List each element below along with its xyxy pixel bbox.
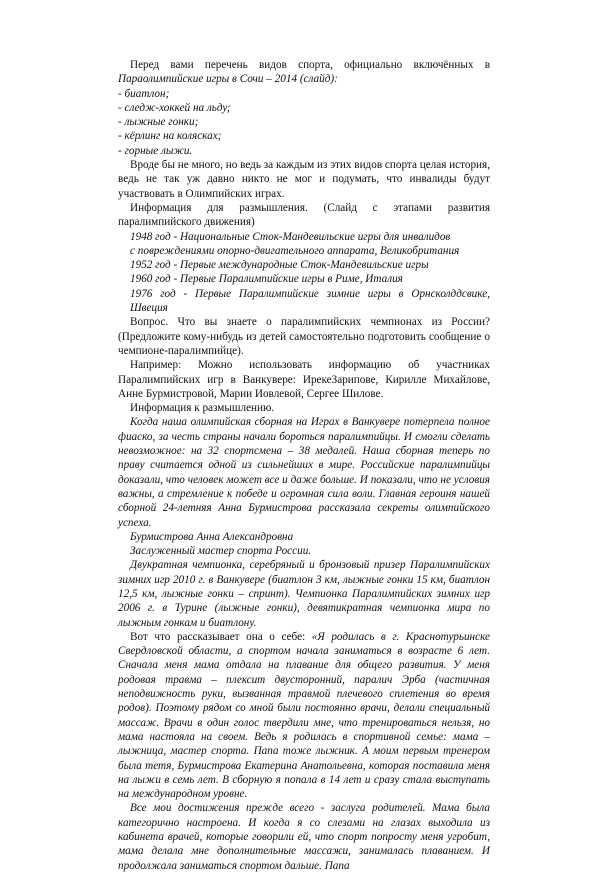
achievements-story-paragraph: Все мои достижения прежде всего - заслуга родителей. Мама была категорично настроена. И когда я со слезами на глазах выходила из кабинета врачей, которые говорили ей, что спорт попросту меня угробит, мама делала мне дополнительные массажи, занималась плаванием. И продолжала заниматься спортом дальше. Папа: [118, 802, 490, 872]
list-item: - биатлон;: [118, 87, 170, 100]
intro-italic: Параолимпийские игры в Сочи – 2014 (слайд):: [118, 73, 338, 86]
info-heading: Информация для размышления. (Слайд с этапами развития паралимпийского движения): [118, 201, 490, 229]
about-paragraph: [118, 630, 490, 802]
story-paragraph: Вроде бы не много, но ведь за каждым из этих видов спорта целая история, ведь не так уж давно никто не мог и подумать, что инвалиды будут участвовать в Олимпийских играх.: [118, 159, 490, 200]
example-paragraph: Например: Можно использовать информацию об участниках Паралимпийских игр в Ванкувере: ИрекеЗарипове, Кирилле Михайлове, Анне Бурмистровой, Марии Иовлевой, Сергее Шилове.: [118, 359, 490, 400]
list-item: - лыжные гонки;: [118, 116, 199, 129]
intro-text: Перед вами перечень видов спорта, официально включённых в: [130, 59, 490, 71]
timeline-item: 1976 год - Первые Паралимпийские зимние игры в Орнсколддсвике, Швеция: [130, 287, 490, 315]
document-body: [118, 58, 490, 873]
timeline-item: 1960 год - Первые Паралимпийские игры в Риме, Италия: [130, 273, 403, 286]
list-item: - кёрлинг на колясках;: [118, 130, 222, 143]
sports-list: [118, 87, 490, 158]
info-heading-2: Информация к размышлению.: [130, 402, 275, 415]
timeline-item: 1948 год - Национальные Сток-Мандевильские игры для инвалидов: [130, 230, 451, 243]
athlete-name: Бурмистрова Анна Александровна: [130, 530, 294, 543]
timeline-item: с повреждениями опорно-двигательного аппарата, Великобритания: [130, 244, 460, 257]
about-lead: Вот что рассказывает она о себе:: [130, 630, 312, 643]
intro-paragraph: [118, 58, 490, 87]
question-paragraph: Вопрос. Что вы знаете о паралимпийских чемпионах из России? (Предложите кому-нибудь из детей самостоятельно подготовить сообщение о чемпионе-паралимпийце).: [118, 316, 490, 357]
about-quote: «Я родилась в г. Краснотурьинске Свердловской области, а спортом начала заниматься в возрасте 6 лет. Сначала меня мама отдала на плавание для общего развития. У меня родовая травма – плексит двусторонний, паралич Эрба (частичная неподвижность руки, вызванная травмой плечевого сплетения во время родов). Поэтому рядом со мной были постоянно врачи, делали специальный массаж. Врачи в один голос твердили мне, что тренироваться нельзя, но мама настояла на своем. Ведь я родилась в спортивной семье: мама – лыжница, мастер спорта. Папа тоже лыжник. А моим первым тренером была тетя, Бурмистрова Екатерина Анатольевна, которая поставила меня на лыжи в семь лет. В сборную я попала в 14 лет и сразу стала выступать на международном уровне.: [118, 630, 490, 801]
list-item: - следж-хоккей на льду;: [118, 101, 231, 114]
achievements-paragraph: Двукратная чемпионка, серебряный и бронзовый призер Паралимпийских зимних игр 2010 г. в Ванкувере (биатлон 3 км, лыжные гонки 15 км, биатлон 12,5 км, лыжные гонки – спринт). Чемпионка Паралимпийских зимних игр 2006 г. в Турине (лыжные гонки), девятикратная чемпионка мира по лыжным гонкам и биатлону.: [118, 559, 490, 629]
timeline-list: [118, 230, 490, 316]
timeline-item: 1952 год - Первые международные Сток-Мандевильские игры: [130, 259, 429, 272]
list-item: - горные лыжи.: [118, 144, 193, 157]
vancouver-paragraph: Когда наша олимпийская сборная на Играх в Ванкувере потерпела полное фиаско, за честь страны начали бороться паралимпийцы. И смогли сделать невозможное: на 32 спортсмена – 38 медалей. Наша сборная теперь по праву считается одной из сильнейших в мире. Российские паралимпийцы доказали, что человек может все и даже больше. И показали, что не условия важны, а стремление к победе и огромная сила воли. Главная героиня нашей сборной 24-летняя Анна Бурмистрова рассказала секреты олимпийского успеха.: [118, 416, 490, 529]
athlete-title: Заслуженный мастер спорта России.: [130, 545, 312, 558]
